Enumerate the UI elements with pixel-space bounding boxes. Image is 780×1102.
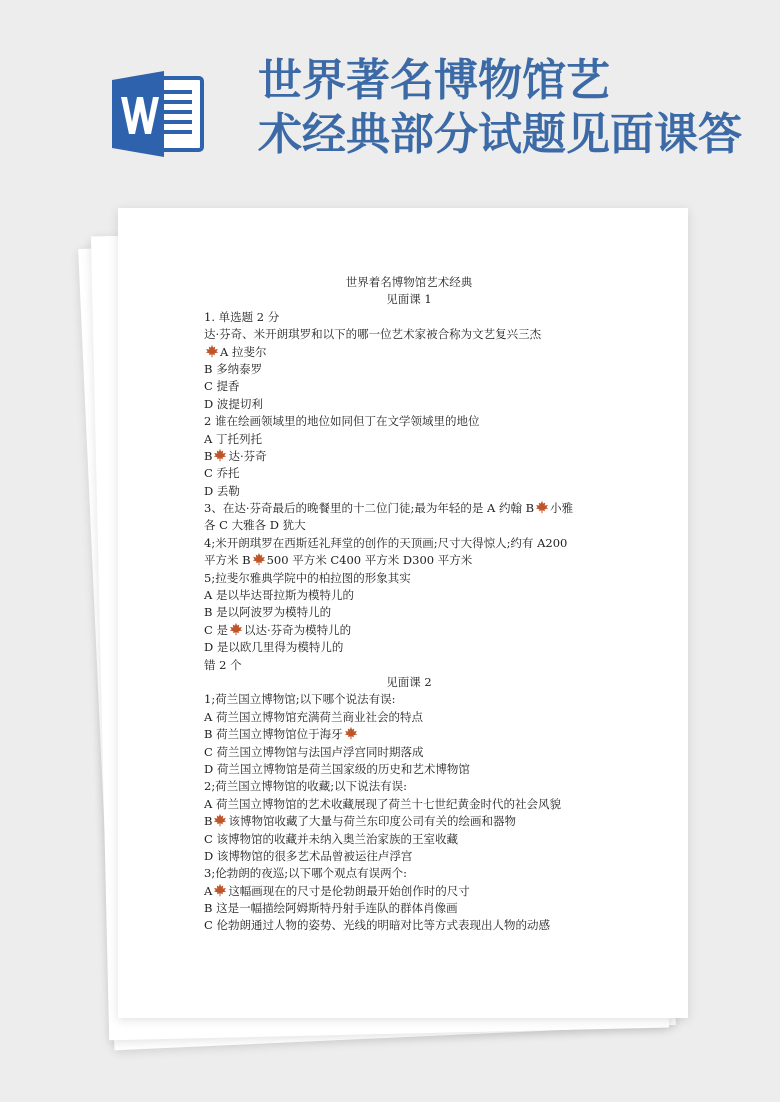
maple-leaf-icon: [213, 813, 227, 827]
section-heading-1: 见面课 1: [386, 292, 432, 307]
line-text: B: [204, 814, 213, 829]
line-text: B 荷兰国立博物馆位于海牙: [204, 727, 343, 742]
line-text: 2;荷兰国立博物馆的收藏;以下说法有误:: [204, 779, 407, 794]
line-text-after-marker: 达·芬奇: [228, 448, 267, 463]
line-text: C 该博物馆的收藏并未纳入奥兰治家族的王室收藏: [204, 831, 458, 846]
question-line: [204, 865, 614, 882]
line-text: D 该博物馆的很多艺术品曾被运往卢浮宫: [204, 848, 413, 863]
line-text: 错 2 个: [204, 657, 242, 672]
question-line: [204, 657, 614, 674]
line-text-after-marker: 该博物馆收藏了大量与荷兰东印度公司有关的绘画和器物: [228, 814, 516, 829]
question-line: [204, 744, 614, 761]
maple-leaf-icon: [229, 622, 243, 636]
document-body: [204, 274, 614, 935]
line-text-after-marker: 小雅: [550, 501, 574, 516]
line-text: C 伦勃朗通过人物的姿势、光线的明暗对比等方式表现出人物的动感: [204, 918, 550, 933]
line-text: C 荷兰国立博物馆与法国卢浮宫同时期落成: [204, 744, 424, 759]
maple-leaf-icon: [344, 726, 358, 740]
question-line: [204, 500, 614, 517]
question-line: [204, 431, 614, 448]
banner-title-line-2: 术经典部分试题见面课答: [258, 109, 742, 160]
maple-leaf-icon: [205, 344, 219, 358]
question-line: [204, 396, 614, 413]
question-line: [204, 900, 614, 917]
question-line: [204, 622, 614, 639]
question-line: [204, 917, 614, 934]
question-line: [204, 709, 614, 726]
question-line: [204, 726, 614, 743]
question-line: [204, 378, 614, 395]
question-line: [204, 309, 614, 326]
question-line: [204, 831, 614, 848]
line-text: 平方米 B: [204, 553, 251, 568]
question-line: [204, 778, 614, 795]
line-text-after-marker: 以达·芬奇为模特儿的: [243, 622, 352, 637]
line-text: A: [204, 883, 213, 898]
question-line: [204, 883, 614, 900]
line-text: A 荷兰国立博物馆充满荷兰商业社会的特点: [204, 709, 423, 724]
line-text: 5;拉斐尔雅典学院中的柏拉图的形象其实: [204, 570, 411, 585]
question-line: [204, 483, 614, 500]
question-line: [204, 326, 614, 343]
question-line: [204, 361, 614, 378]
question-line: [204, 587, 614, 604]
question-line: [204, 517, 614, 534]
line-text: D 是以欧几里得为模特儿的: [204, 640, 344, 655]
line-text: A 丁托列托: [204, 431, 262, 446]
line-text: D 波提切利: [204, 396, 263, 411]
line-text: D 丢勒: [204, 483, 240, 498]
word-icon: [108, 68, 208, 160]
question-line: [204, 848, 614, 865]
line-text: C 提香: [204, 379, 240, 394]
line-text: 2 谁在绘画领域里的地位如同但丁在文学领域里的地位: [204, 414, 480, 429]
maple-leaf-icon: [213, 883, 227, 897]
line-text: B 这是一幅描绘阿姆斯特丹射手连队的群体肖像画: [204, 901, 458, 916]
document-title: 世界着名博物馆艺术经典: [345, 275, 473, 289]
line-text: 达·芬奇、米开朗琪罗和以下的哪一位艺术家被合称为文艺复兴三杰: [204, 327, 542, 342]
question-line: [204, 448, 614, 465]
banner-title-line-1: 世界著名博物馆艺: [258, 55, 610, 106]
line-text-after-marker: 500 平方米 C400 平方米 D300 平方米: [266, 553, 473, 568]
question-line: [204, 639, 614, 656]
line-text: D 荷兰国立博物馆是荷兰国家级的历史和艺术博物馆: [204, 761, 470, 776]
question-line: [204, 604, 614, 621]
question-line: [204, 413, 614, 430]
line-text: B 多纳泰罗: [204, 361, 263, 376]
maple-leaf-icon: [535, 500, 549, 514]
section-heading-2: 见面课 2: [386, 674, 432, 689]
line-text-after-marker: A 拉斐尔: [220, 344, 267, 359]
line-text: B: [204, 448, 213, 463]
line-text: A 是以毕达哥拉斯为模特儿的: [204, 588, 354, 603]
line-text: 1. 单选题 2 分: [204, 309, 280, 324]
line-text: 4;米开朗琪罗在西斯廷礼拜堂的创作的天顶画;尺寸大得惊人;约有 A200: [204, 535, 568, 550]
line-text: B 是以阿波罗为模特儿的: [204, 605, 332, 620]
line-text: 3、在达·芬奇最后的晚餐里的十二位门徒;最为年轻的是 A 约翰 B: [204, 501, 535, 516]
question-line: [204, 691, 614, 708]
question-line: [204, 465, 614, 482]
section-1: [204, 309, 614, 674]
question-line: [204, 570, 614, 587]
line-text: C 乔托: [204, 466, 240, 481]
question-line: [204, 813, 614, 830]
question-line: [204, 552, 614, 569]
line-text: A 荷兰国立博物馆的艺术收藏展现了荷兰十七世纪黄金时代的社会风貌: [204, 796, 561, 811]
question-line: [204, 796, 614, 813]
banner-title: [258, 54, 780, 170]
section-2: [204, 691, 614, 934]
line-text: 各 C 大雅各 D 犹大: [204, 518, 306, 533]
maple-leaf-icon: [252, 552, 266, 566]
question-line: [204, 344, 614, 361]
question-line: [204, 535, 614, 552]
line-text: C 是: [204, 622, 228, 637]
line-text-after-marker: 这幅画现在的尺寸是伦勃朗最开始创作时的尺寸: [228, 883, 470, 898]
line-text: 1;荷兰国立博物馆;以下哪个说法有误:: [204, 692, 396, 707]
maple-leaf-icon: [213, 448, 227, 462]
line-text: 3;伦勃朗的夜巡;以下哪个观点有误两个:: [204, 866, 407, 881]
question-line: [204, 761, 614, 778]
